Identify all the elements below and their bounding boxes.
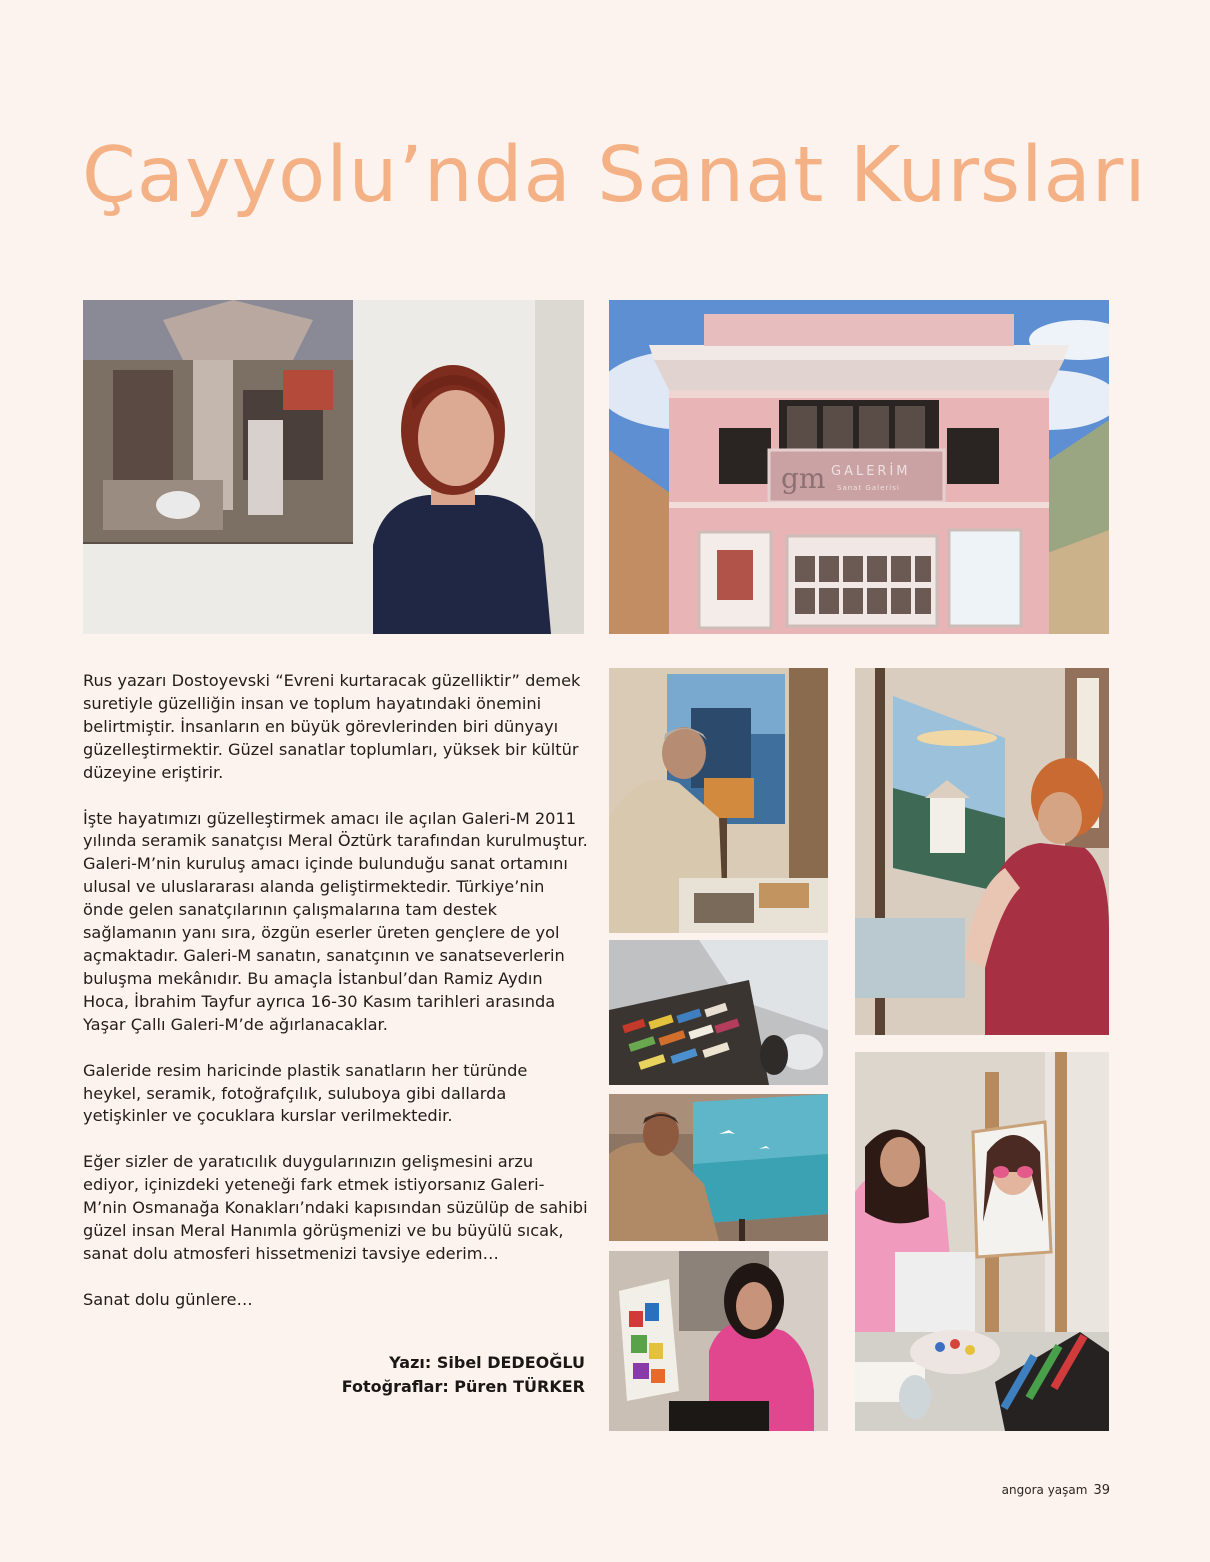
gallery-building-photo — [609, 300, 1109, 634]
woman-painting-photo — [855, 668, 1109, 1035]
article-paragraph-3: Galeride resim haricinde plastik sanatların her türünde heykel, seramik, fotoğrafçılık, suluboya gibi dallarda yetişkinler ve çocuklara kurslar verilmektedir. — [83, 1060, 528, 1126]
artist-portrait-photo — [83, 300, 584, 634]
girl-pink-photo — [609, 1251, 828, 1431]
man-painting-photo — [609, 668, 828, 933]
magazine-name: angora yaşam — [1001, 1483, 1088, 1497]
page-number: 39 — [1093, 1483, 1110, 1498]
gallery-sign-subtitle: Sanat Galerisi — [837, 484, 900, 492]
paint-box-photo — [609, 940, 828, 1085]
seascape-painting-photo — [609, 1094, 828, 1241]
gallery-sign-logo: gm — [781, 462, 826, 495]
page-footer — [960, 1483, 1110, 1498]
article-paragraph-4: Eğer sizler de yaratıcılık duygularınızın gelişmesini arzu ediyor, içinizdeki yeteneği fark etmek istiyorsanız Galeri-M’nin Osmanağa Konakları’ndaki kapısından süzülüp de sahibi güzel insan Meral Hanımla görüşmenizi ve bu büyülü sıcak, sanat dolu atmosferi hissetmenizi tavsiye ederim… — [83, 1152, 588, 1263]
article-paragraph-2: İşte hayatımızı güzelleştirmek amacı ile açılan Galeri-M 2011 yılında seramik sanatçısı Meral Öztürk tarafından kurulmuştur. Galeri-M’nin kuruluş amacı içinde bulunduğu sanat ortamını ulusal ve uluslararası alanda geliştirmektedir. Türkiye’nin önde gelen sanatçılarının çalışmalarına tam destek sağlamanın yanı sıra, özgün eserler üreten gençlere de yol açmaktadır. Galeri-M sanatın, sanatçının ve sanatseverlerin buluşma mekânıdır. Bu amaçla İstanbul’dan Ramiz Aydın Hoca, İbrahim Tayfur ayrıca 16-30 Kasım tarihleri arasında Yaşar Çallı Galeri-M’de ağırlanacaklar. — [83, 808, 588, 1034]
child-painting-photo — [855, 1052, 1109, 1431]
author-credit: Yazı: Sibel DEDEOĞLU — [389, 1353, 585, 1372]
photographer-credit: Fotoğraflar: Püren TÜRKER — [341, 1377, 585, 1396]
article-paragraph-5: Sanat dolu günlere… — [83, 1289, 253, 1309]
article-title: Çayyolu’nda Sanat Kursları — [82, 131, 1147, 220]
article-credits — [250, 1351, 585, 1399]
article-paragraph-1: Rus yazarı Dostoyevski “Evreni kurtaracak güzelliktir” demek suretiyle güzelliğin insan ve toplum hayatındaki önemini belirtmiştir. İnsanların en büyük görevlerinden biri dünyayı güzelleştirmektir. Güzel sanatlar toplumları, yüksek bir kültür düzeyine eriştirir. — [83, 671, 581, 782]
article-body — [83, 670, 588, 1335]
gallery-sign-name: GALERİM — [831, 464, 911, 479]
